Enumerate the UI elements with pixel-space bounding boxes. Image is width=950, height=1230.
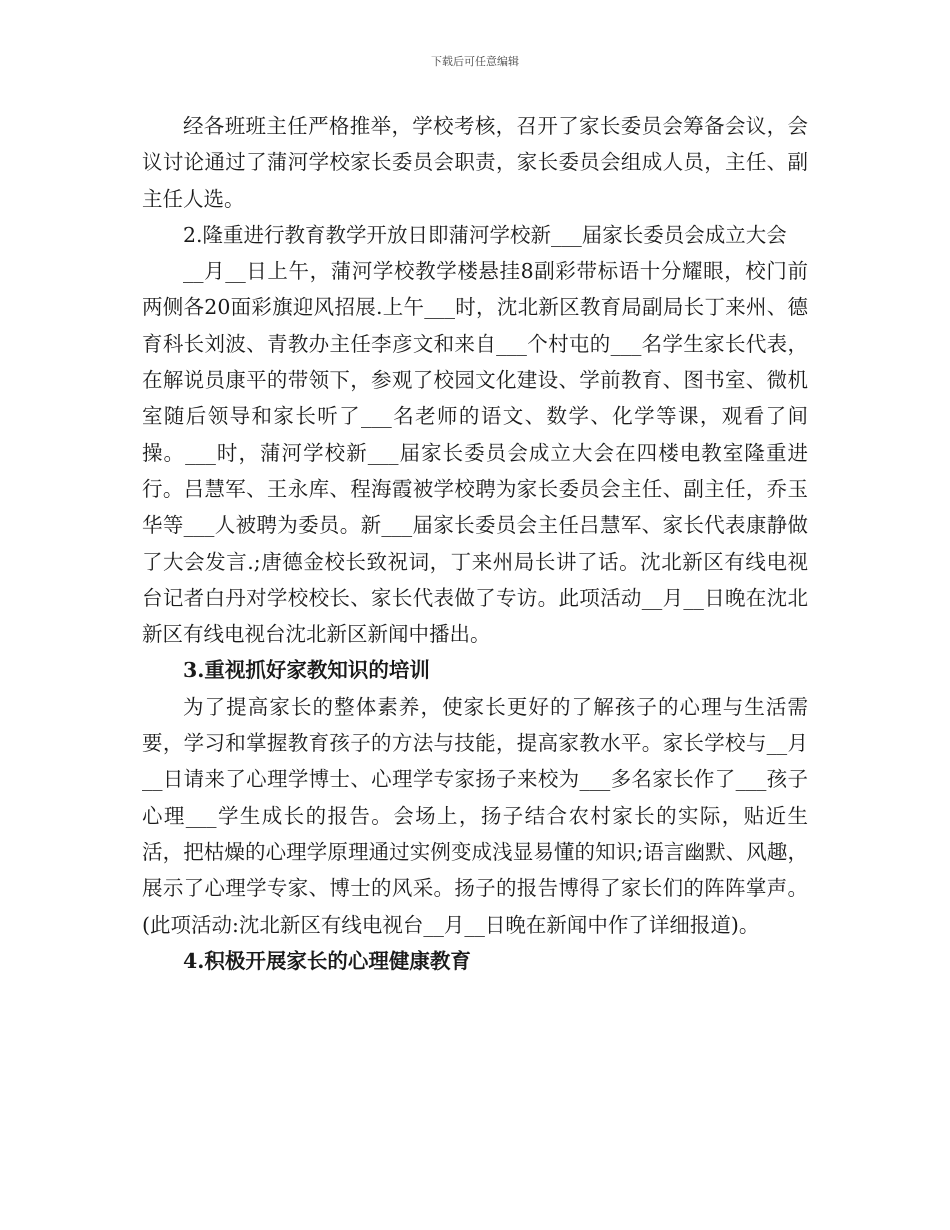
section-heading-mental-health: 4.积极开展家长的心理健康教育 — [183, 948, 471, 973]
paragraph-training-detail: 为了提高家长的整体素养，使家长更好的了解孩子的心理与生活需要，学习和掌握教育孩子的方法与技能，提高家教水平。家长学校与__月__日请来了心理学博士、心理学专家扬子来校为___多名家长作了___孩子心理___学生成长的报告。会场上，扬子结合农村家长的实际，贴近生活，把枯燥的心理学原理通过实例变成浅显易懂的知识;语言幽默、风趣，展示了心理学专家、博士的风采。扬子的报告博得了家长们的阵阵掌声。(此项活动:沈北新区有线电视台__月__日晚在新闻中作了详细报道)。 — [142, 694, 808, 937]
document-body — [142, 108, 808, 979]
section-heading-training: 3.重视抓好家教知识的培训 — [183, 658, 430, 683]
paragraph-open-day-heading: 2.隆重进行教育教学开放日即蒲河学校新___届家长委员会成立大会 — [183, 222, 787, 247]
page-header: 下载后可任意编辑 — [431, 55, 519, 68]
paragraph-committee-prep: 经各班班主任严格推举，学校考核，召开了家长委员会筹备会议，会议讨论通过了蒲河学校家长委员会职责，家长委员会组成人员，主任、副主任人选。 — [142, 114, 808, 211]
paragraph-open-day-detail: __月__日上午，蒲河学校教学楼悬挂8副彩带标语十分耀眼，校门前两侧各20面彩旗迎风招展.上午___时，沈北新区教育局副局长丁来州、德育科长刘波、青教办主任李彦文和来自___个村屯的___名学生家长代表，在解说员康平的带领下，参观了校园文化建设、学前教育、图书室、微机室随后领导和家长听了___名老师的语文、数学、化学等课，观看了间操。___时，蒲河学校新___届家长委员会成立大会在四楼电教室隆重进行。吕慧军、王永库、程海霞被学校聘为家长委员会主任、副主任，乔玉华等___人被聘为委员。新___届家长委员会主任吕慧军、家长代表康静做了大会发言.;唐德金校长致祝词，丁来州局长讲了话。沈北新区有线电视台记者白丹对学校校长、家长代表做了专访。此项活动__月__日晚在沈北新区有线电视台沈北新区新闻中播出。 — [142, 259, 808, 647]
